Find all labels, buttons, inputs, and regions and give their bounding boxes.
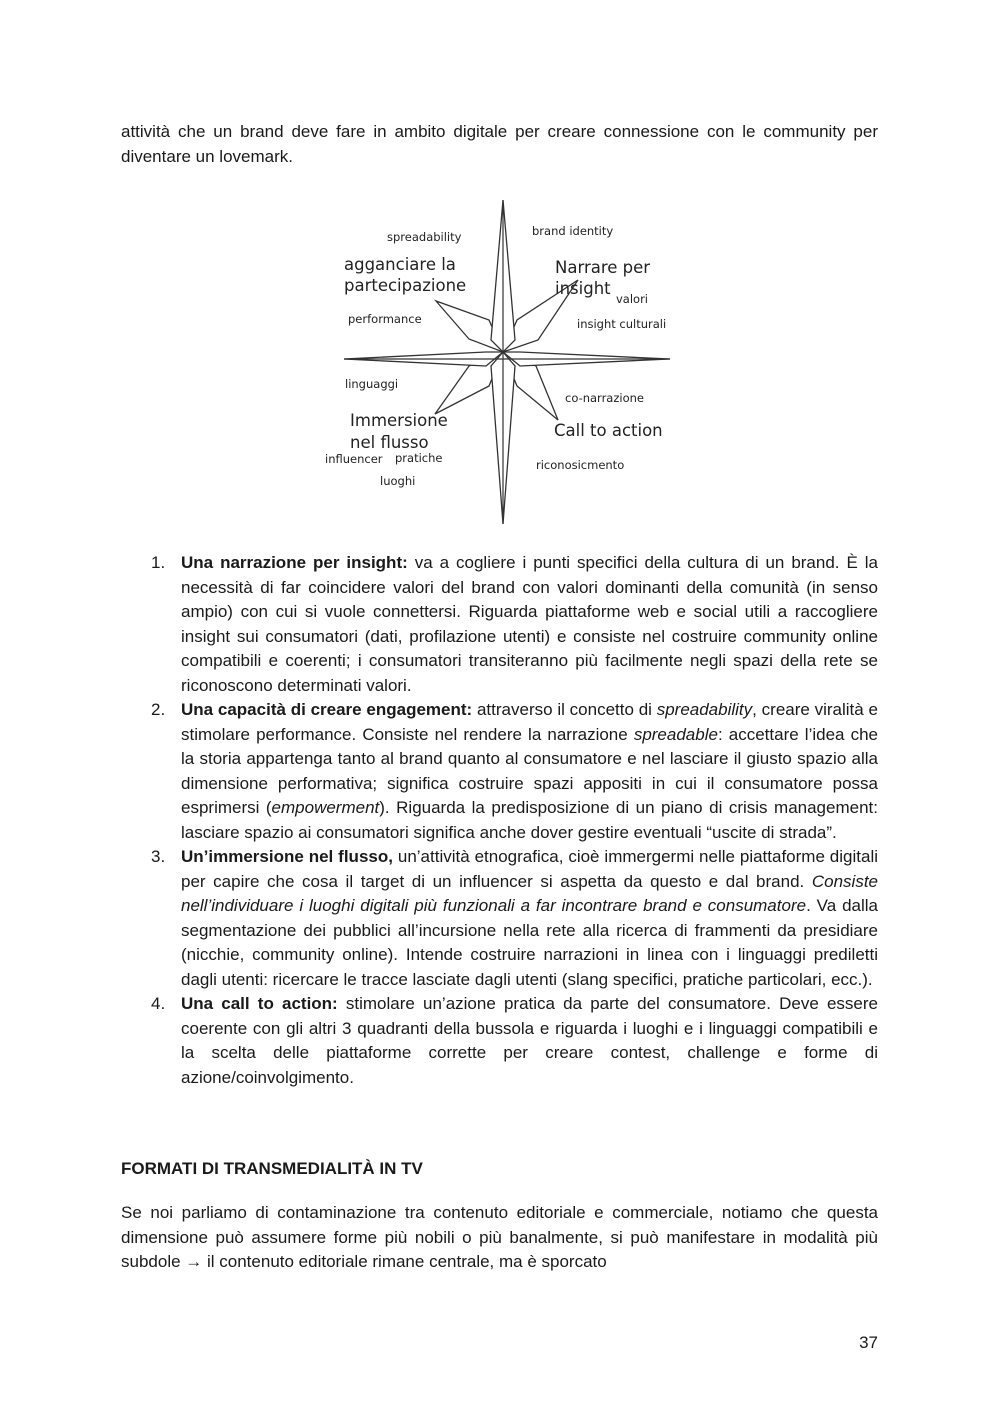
label-performance: performance xyxy=(348,312,422,326)
list-number: 4. xyxy=(151,994,166,1013)
label-brand-identity: brand identity xyxy=(532,224,614,238)
list-item-emphasis: Consiste nell’individuare i luoghi digitali più funzionali a far incontrare brand e consumatore xyxy=(181,871,878,915)
section-heading: FORMATI DI TRANSMEDIALITÀ IN TV xyxy=(121,1159,423,1178)
label-co-narrazione: co-narrazione xyxy=(565,391,644,405)
label-insight-culturali: insight culturali xyxy=(577,317,667,331)
list-item-title: Un’immersione nel flusso, xyxy=(181,847,393,866)
list-item-title: Una call to action: xyxy=(181,994,338,1013)
label-call-to-action: Call to action xyxy=(554,421,663,440)
label-influencer: influencer xyxy=(325,452,383,466)
list-number: 1. xyxy=(151,553,166,572)
list-item xyxy=(121,698,878,845)
label-valori: valori xyxy=(616,292,649,306)
page-number: 37 xyxy=(859,1333,878,1352)
list-item-emphasis: spreadability xyxy=(656,700,753,719)
label-luoghi: luoghi xyxy=(380,474,416,488)
numbered-list xyxy=(121,551,878,1090)
list-item-text: ). Riguarda la predisposizione di un piano di crisis management: lasciare spazio ai consumatori significa anche dover gestire eventuali “uscite di strada”. xyxy=(181,798,878,842)
list-number: 3. xyxy=(151,847,166,866)
label-agganciare: agganciare la xyxy=(344,255,456,274)
list-item-text: attraverso il concetto di xyxy=(472,700,657,719)
list-item-text: . Va dalla segmentazione dei pubblici all’incursione nella rete alla ricerca di frammenti da presidiare (nicchie, community online). Intende costruire narrazioni in linea con i linguaggi prediletti dagli utenti: ricercare le tracce lasciate dagli utenti (slang specifici, pratiche particolari, ecc.). xyxy=(181,896,878,989)
list-number: 2. xyxy=(151,700,166,719)
label-linguaggi: linguaggi xyxy=(345,377,399,391)
list-item-text: un’attività etnografica, cioè immergermi nelle piattaforme digitali per capire che cosa il target di un influencer si aspetta da questo e dal brand. xyxy=(181,847,878,891)
list-item-emphasis: spreadable xyxy=(633,724,718,744)
list-item xyxy=(121,992,878,1090)
compass-figure xyxy=(320,192,682,528)
compass-diagram xyxy=(320,192,682,528)
label-partecipazione: partecipazione xyxy=(344,276,467,295)
list-item-emphasis: empowerment xyxy=(271,798,380,817)
list-item-text: , creare viralità e stimolare performance. Consiste nel rendere la narrazione xyxy=(181,700,878,744)
label-riconosicmento: riconosicmento xyxy=(536,458,625,472)
label-insight: insight xyxy=(555,279,611,298)
label-pratiche: pratiche xyxy=(395,451,443,465)
list-item-text: stimolare un’azione pratica da parte del consumatore. Deve essere coerente con gli altri 3 quadranti della bussola e riguarda i luoghi e i linguaggi compatibili e la scelta delle piattaforme corrette per creare contest, challenge e forme di azione/coinvolgimento. xyxy=(181,994,878,1087)
intro-paragraph: attività che un brand deve fare in ambito digitale per creare connessione con le community per diventare un lovemark. xyxy=(121,122,878,166)
body-paragraph: Se noi parliamo di contaminazione tra contenuto editoriale e commerciale, notiamo che questa dimensione può assumere forme più nobili o più banalmente, si può manifestare in modalità più subdole → il contenuto editoriale rimane centrale, ma è sporcato xyxy=(121,1203,878,1271)
list-item-title: Una narrazione per insight: xyxy=(181,553,408,572)
label-narrare-per: Narrare per xyxy=(555,258,651,277)
label-spreadability: spreadability xyxy=(387,230,462,244)
list-item-text: : accettare l’idea che la storia appartenga tanto al brand quanto al consumatore e nel lasciare il giusto spazio alla dimensione performativa; significa costruire spazi appositi in cui il consumatore possa esprimersi ( xyxy=(181,724,878,817)
list-item-text: va a cogliere i punti specifici della cultura di un brand. È la necessità di far coincidere valori del brand con valori dominanti della comunità (in senso ampio) con cui si vuole connettersi. Riguarda piattaforme web e social utili a raccogliere insight sui consumatori (dati, profilazione utenti) e consiste nel costruire community online compatibili e coerenti; i consumatori transiteranno più facilmente negli spazi della rete se riconoscono determinati valori. xyxy=(181,553,878,695)
list-item xyxy=(121,845,878,992)
label-immersione: Immersione xyxy=(350,411,448,430)
list-item xyxy=(121,551,878,698)
list-item-title: Una capacità di creare engagement: xyxy=(181,700,473,719)
label-nel-flusso: nel flusso xyxy=(350,433,429,452)
